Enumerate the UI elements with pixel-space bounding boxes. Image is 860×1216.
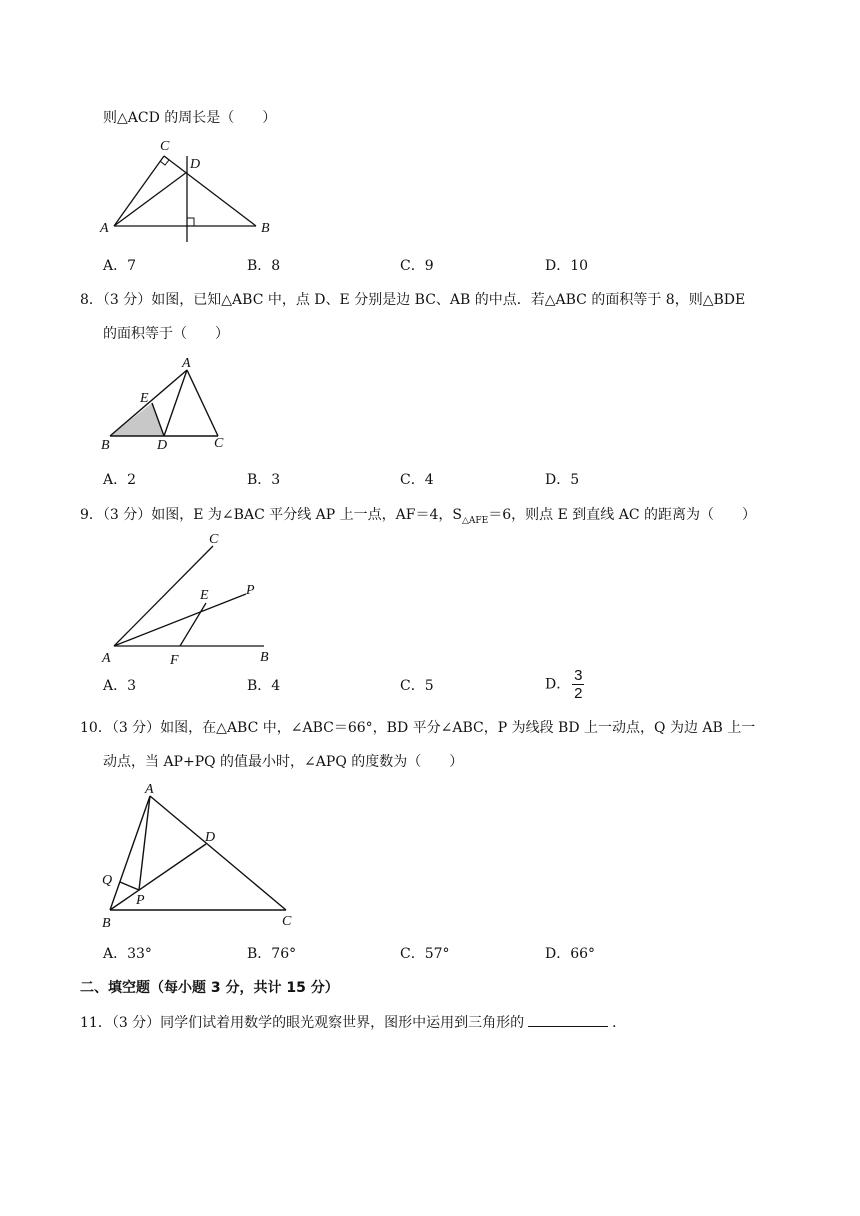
q10-label-b: B — [102, 916, 111, 931]
q9-option-a[interactable]: A．3 — [103, 678, 137, 694]
q8-option-c[interactable]: C．4 — [400, 472, 434, 488]
q11-answer-blank[interactable] — [528, 1012, 608, 1027]
q8-label-b: B — [101, 438, 110, 453]
q9-line1-sub: △AFE — [461, 515, 489, 526]
q8-option-a[interactable]: A．2 — [103, 472, 137, 488]
q9-option-d-label: D． — [545, 676, 571, 693]
q10-figure — [96, 780, 306, 935]
q7-label-a: A — [100, 221, 109, 236]
q9-label-p: P — [246, 583, 255, 598]
q10-label-d: D — [205, 830, 216, 845]
q10-option-d[interactable]: D．66° — [545, 946, 596, 962]
q11-text-before: 11．（3 分）同学们试着用数学的眼光观察世界，图形中运用到三角形的 — [80, 1015, 525, 1031]
q7-label-b: B — [261, 221, 270, 236]
q9-option-d-fraction — [572, 668, 584, 701]
q7-option-c[interactable]: C．9 — [400, 258, 434, 274]
q7-label-c: C — [160, 139, 170, 154]
q7-stem-tail: 则△ACD 的周长是（ ） — [103, 110, 277, 126]
q8-option-d[interactable]: D．5 — [545, 472, 580, 488]
q9-label-c: C — [209, 532, 219, 547]
q9-label-e: E — [200, 588, 209, 603]
q9-label-f: F — [170, 653, 179, 668]
q9-label-b: B — [260, 650, 269, 665]
q7-figure — [96, 136, 286, 246]
q8-label-e: E — [140, 391, 149, 406]
q8-figure — [96, 356, 246, 456]
q7-label-d: D — [190, 157, 201, 172]
q10-option-b[interactable]: B．76° — [247, 946, 297, 962]
q10-line1: 10．（3 分）如图，在△ABC 中，∠ABC＝66°，BD 平分∠ABC，P 为线段 BD 上一动点，Q 为边 AB 上一 — [80, 720, 756, 736]
q8-label-d: D — [157, 438, 168, 453]
q8-option-b[interactable]: B．3 — [247, 472, 281, 488]
q10-label-q: Q — [102, 873, 113, 888]
q11-text-after: ． — [612, 1015, 627, 1031]
q9-option-c[interactable]: C．5 — [400, 678, 434, 694]
q10-label-p: P — [136, 893, 145, 908]
q9-label-a: A — [102, 651, 111, 666]
q10-label-a: A — [145, 782, 154, 797]
q9-option-d[interactable] — [545, 668, 584, 701]
fraction-denominator: 2 — [574, 685, 583, 702]
q9-option-b[interactable]: B．4 — [247, 678, 281, 694]
q11-line — [80, 1012, 626, 1033]
q8-line2: 的面积等于（ ） — [103, 326, 229, 342]
q8-label-a: A — [182, 356, 191, 371]
q10-label-c: C — [282, 914, 292, 929]
q9-line1-a: 9．（3 分）如图，E 为∠BAC 平分线 AP 上一点，AF＝4，S — [80, 507, 462, 523]
q9-figure — [96, 528, 286, 668]
q9-line1-b: ＝6，则点 E 到直线 AC 的距离为（ ） — [488, 507, 756, 523]
q10-line2: 动点，当 AP+PQ 的值最小时，∠APQ 的度数为（ ） — [103, 754, 464, 770]
section-heading: 二、填空题（每小题 3 分，共计 15 分） — [80, 980, 339, 996]
q10-option-a[interactable]: A．33° — [103, 946, 152, 962]
q9-line1 — [80, 505, 756, 531]
fraction-numerator: 3 — [574, 667, 583, 684]
q10-option-c[interactable]: C．57° — [400, 946, 450, 962]
q8-label-c: C — [214, 436, 224, 451]
q7-option-d[interactable]: D．10 — [545, 258, 589, 274]
q7-option-a[interactable]: A．7 — [103, 258, 137, 274]
q7-option-b[interactable]: B．8 — [247, 258, 281, 274]
q8-line1: 8．（3 分）如图，已知△ABC 中，点 D、E 分别是边 BC、AB 的中点．若△ABC 的面积等于 8，则△BDE — [80, 292, 746, 308]
